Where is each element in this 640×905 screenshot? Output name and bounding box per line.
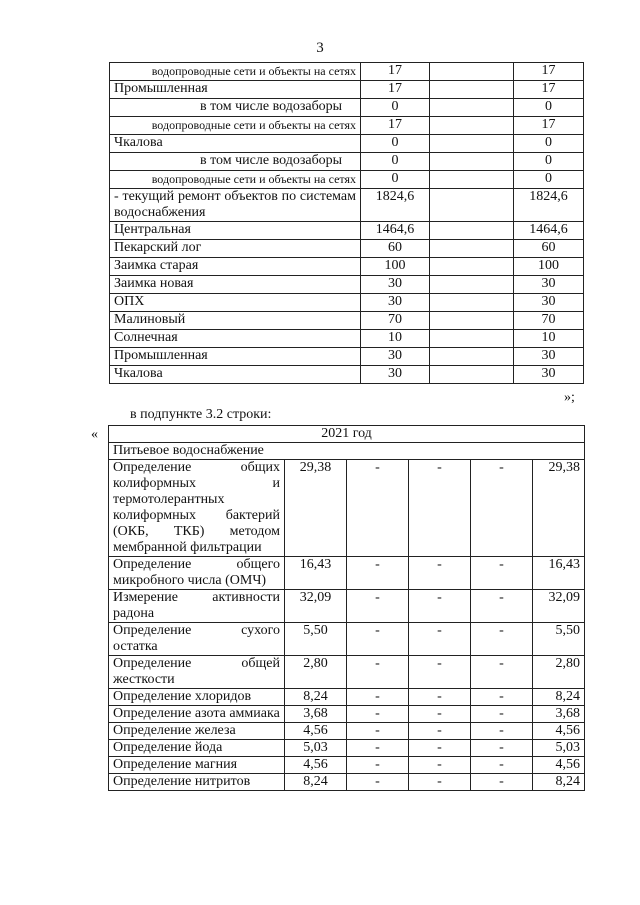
value-cell: 5,03 (285, 740, 347, 757)
dash-cell: - (409, 706, 471, 723)
total-cell: 1464,6 (514, 222, 584, 240)
table-row (109, 774, 585, 791)
dash-cell: - (347, 774, 409, 791)
table-row (110, 135, 584, 153)
dash-cell: - (409, 590, 471, 623)
total-cell: 1824,6 (514, 189, 584, 222)
total-cell: 3,68 (533, 706, 585, 723)
dash-cell: - (347, 740, 409, 757)
value-cell: 8,24 (285, 774, 347, 791)
table-row (110, 240, 584, 258)
row-label: Заимка старая (110, 258, 361, 276)
value-cell: 8,24 (285, 689, 347, 706)
dash-cell: - (471, 706, 533, 723)
dash-cell: - (347, 590, 409, 623)
test-name: Определение нитритов (109, 774, 285, 791)
table-row (110, 63, 584, 81)
empty-cell (430, 189, 514, 222)
dash-cell: - (347, 689, 409, 706)
dash-cell: - (347, 656, 409, 689)
row-label: в том числе водозаборы (110, 153, 361, 171)
dash-cell: - (347, 557, 409, 590)
dash-cell: - (409, 757, 471, 774)
table-row (110, 294, 584, 312)
total-cell: 16,43 (533, 557, 585, 590)
row-label: в том числе водозаборы (110, 99, 361, 117)
total-cell: 0 (514, 153, 584, 171)
empty-cell (430, 117, 514, 135)
test-name: Определение йода (109, 740, 285, 757)
total-cell: 100 (514, 258, 584, 276)
total-cell: 17 (514, 81, 584, 99)
test-name: Измерение активности радона (109, 590, 285, 623)
dash-cell: - (409, 774, 471, 791)
empty-cell (430, 312, 514, 330)
total-cell: 8,24 (533, 689, 585, 706)
dash-cell: - (471, 557, 533, 590)
dash-cell: - (409, 460, 471, 557)
lab-tests-table (108, 425, 585, 791)
table-row (109, 689, 585, 706)
empty-cell (430, 258, 514, 276)
row-label: Заимка новая (110, 276, 361, 294)
dash-cell: - (471, 623, 533, 656)
test-name: Определение азота аммиака (109, 706, 285, 723)
page-number: 3 (316, 40, 324, 56)
value-cell: 30 (361, 276, 430, 294)
dash-cell: - (409, 723, 471, 740)
table-row (110, 171, 584, 189)
table-row (110, 348, 584, 366)
dash-cell: - (471, 774, 533, 791)
table-row (109, 723, 585, 740)
row-label: ОПХ (110, 294, 361, 312)
dash-cell: - (409, 623, 471, 656)
intro-text: в подпункте 3.2 строки: (130, 407, 272, 422)
empty-cell (430, 240, 514, 258)
row-label: Центральная (110, 222, 361, 240)
test-name: Определение общих колиформных и термотолерантных колиформных бактерий (ОКБ, ТКБ) методом мембранной фильтрации (109, 460, 285, 557)
table-row (110, 258, 584, 276)
empty-cell (430, 222, 514, 240)
table-row (109, 740, 585, 757)
section-title: Питьевое водоснабжение (109, 443, 585, 460)
dash-cell: - (409, 740, 471, 757)
value-cell: 1824,6 (361, 189, 430, 222)
value-cell: 60 (361, 240, 430, 258)
table-row (109, 460, 585, 557)
value-cell: 0 (361, 153, 430, 171)
test-name: Определение железа (109, 723, 285, 740)
dash-cell: - (471, 460, 533, 557)
dash-cell: - (347, 460, 409, 557)
row-label: Солнечная (110, 330, 361, 348)
dash-cell: - (347, 706, 409, 723)
value-cell: 32,09 (285, 590, 347, 623)
funding-table (109, 62, 584, 384)
total-cell: 32,09 (533, 590, 585, 623)
value-cell: 4,56 (285, 723, 347, 740)
dash-cell: - (347, 623, 409, 656)
value-cell: 5,50 (285, 623, 347, 656)
dash-cell: - (471, 740, 533, 757)
empty-cell (430, 348, 514, 366)
value-cell: 10 (361, 330, 430, 348)
test-name: Определение магния (109, 757, 285, 774)
value-cell: 2,80 (285, 656, 347, 689)
dash-cell: - (409, 557, 471, 590)
table-row (110, 366, 584, 384)
value-cell: 0 (361, 171, 430, 189)
table-row (110, 330, 584, 348)
value-cell: 17 (361, 117, 430, 135)
table-row (110, 222, 584, 240)
empty-cell (430, 81, 514, 99)
value-cell: 100 (361, 258, 430, 276)
row-label: Промышленная (110, 348, 361, 366)
total-cell: 17 (514, 63, 584, 81)
value-cell: 30 (361, 366, 430, 384)
value-cell: 0 (361, 99, 430, 117)
total-cell: 0 (514, 99, 584, 117)
dash-cell: - (471, 656, 533, 689)
total-cell: 8,24 (533, 774, 585, 791)
value-cell: 17 (361, 63, 430, 81)
total-cell: 0 (514, 135, 584, 153)
dash-cell: - (347, 723, 409, 740)
total-cell: 5,50 (533, 623, 585, 656)
empty-cell (430, 153, 514, 171)
total-cell: 4,56 (533, 723, 585, 740)
row-label: - текущий ремонт объектов по системам водоснабжения (110, 189, 361, 222)
empty-cell (430, 276, 514, 294)
total-cell: 30 (514, 366, 584, 384)
table-row (110, 117, 584, 135)
value-cell: 30 (361, 294, 430, 312)
total-cell: 5,03 (533, 740, 585, 757)
dash-cell: - (471, 757, 533, 774)
table-row (110, 276, 584, 294)
total-cell: 17 (514, 117, 584, 135)
test-name: Определение сухого остатка (109, 623, 285, 656)
total-cell: 29,38 (533, 460, 585, 557)
table-row (110, 189, 584, 222)
opening-quote: « (91, 427, 98, 442)
table-row (109, 706, 585, 723)
test-name: Определение общего микробного числа (ОМЧ) (109, 557, 285, 590)
dash-cell: - (471, 590, 533, 623)
empty-cell (430, 63, 514, 81)
table-row (109, 656, 585, 689)
total-cell: 60 (514, 240, 584, 258)
section-row (109, 443, 585, 460)
empty-cell (430, 135, 514, 153)
row-label: Чкалова (110, 135, 361, 153)
table-row (109, 757, 585, 774)
value-cell: 70 (361, 312, 430, 330)
table-row (109, 557, 585, 590)
total-cell: 30 (514, 294, 584, 312)
empty-cell (430, 171, 514, 189)
table-row (110, 99, 584, 117)
value-cell: 4,56 (285, 757, 347, 774)
table-row (109, 623, 585, 656)
empty-cell (430, 330, 514, 348)
table-row (109, 590, 585, 623)
row-label: водопроводные сети и объекты на сетях (110, 117, 361, 135)
row-label: Промышленная (110, 81, 361, 99)
value-cell: 0 (361, 135, 430, 153)
value-cell: 17 (361, 81, 430, 99)
value-cell: 1464,6 (361, 222, 430, 240)
row-label: водопроводные сети и объекты на сетях (110, 171, 361, 189)
empty-cell (430, 99, 514, 117)
dash-cell: - (409, 656, 471, 689)
dash-cell: - (409, 689, 471, 706)
row-label: Чкалова (110, 366, 361, 384)
year-header: 2021 год (109, 426, 585, 443)
test-name: Определение общей жесткости (109, 656, 285, 689)
year-header-row (109, 426, 585, 443)
value-cell: 30 (361, 348, 430, 366)
empty-cell (430, 366, 514, 384)
row-label: водопроводные сети и объекты на сетях (110, 63, 361, 81)
test-name: Определение хлоридов (109, 689, 285, 706)
total-cell: 0 (514, 171, 584, 189)
value-cell: 16,43 (285, 557, 347, 590)
total-cell: 30 (514, 276, 584, 294)
total-cell: 70 (514, 312, 584, 330)
table-row (110, 153, 584, 171)
row-label: Пекарский лог (110, 240, 361, 258)
total-cell: 30 (514, 348, 584, 366)
total-cell: 10 (514, 330, 584, 348)
table-row (110, 81, 584, 99)
empty-cell (430, 294, 514, 312)
value-cell: 29,38 (285, 460, 347, 557)
row-label: Малиновый (110, 312, 361, 330)
value-cell: 3,68 (285, 706, 347, 723)
dash-cell: - (471, 689, 533, 706)
dash-cell: - (471, 723, 533, 740)
dash-cell: - (347, 757, 409, 774)
total-cell: 4,56 (533, 757, 585, 774)
closing-quote: »; (564, 390, 575, 405)
total-cell: 2,80 (533, 656, 585, 689)
table-row (110, 312, 584, 330)
